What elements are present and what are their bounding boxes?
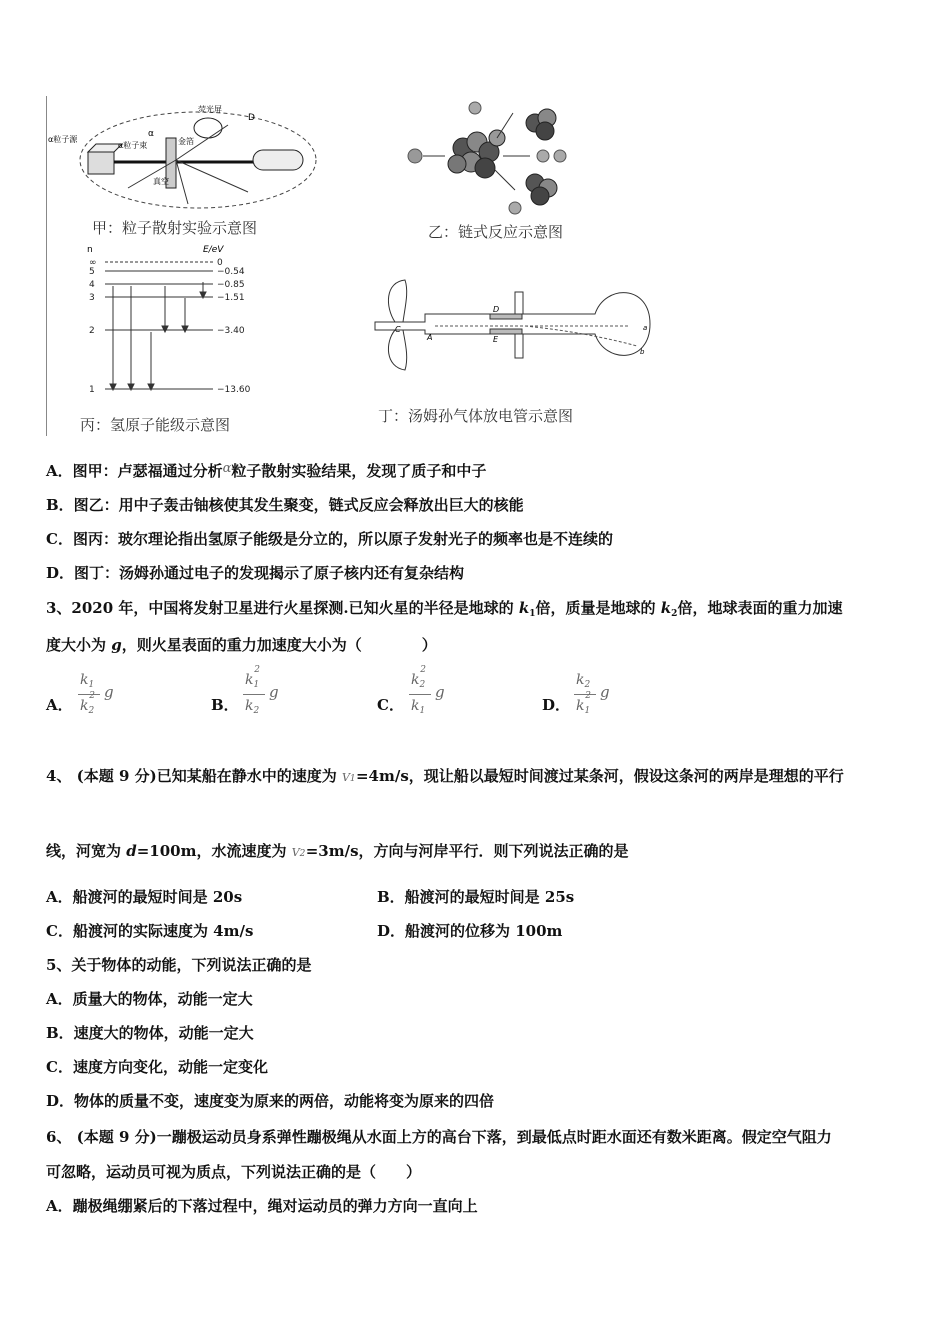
q3-g: g	[111, 636, 122, 654]
level-energy-label: −1.51	[217, 293, 245, 303]
fraction-bar	[243, 694, 265, 695]
alpha-symbol: α	[222, 461, 232, 476]
fraction-numerator: $k_2$	[576, 672, 591, 690]
q3-option-label: A．	[46, 696, 73, 714]
q6-option-a: A．蹦极绳绷紧后的下落过程中，绳对运动员的弹力方向一直向上	[46, 1197, 478, 1215]
q5-option-a: A．质量大的物体，动能一定大	[46, 990, 253, 1008]
q5-option-d: D．物体的质量不变，速度变为原来的两倍，动能将变为原来的四倍	[46, 1092, 495, 1110]
q3-text2-a: 度大小为	[46, 636, 112, 654]
chain-reaction-figure	[405, 98, 585, 218]
q3-option-label: B．	[211, 696, 239, 714]
q4-line1-a: 4、 (本题 9 分)已知某船在静水中的速度为	[46, 767, 342, 785]
level-n-label: 1	[89, 385, 95, 395]
fraction-denominator: $k_1^2$	[576, 691, 591, 716]
q2-option-d: D．图丁：汤姆孙通过电子的发现揭示了原子核内还有复杂结构	[46, 564, 465, 582]
fraction-numerator: $k_2^2$	[411, 665, 426, 690]
caption-yi: 乙：链式反应示意图	[428, 223, 564, 241]
fraction-g: g	[104, 683, 114, 701]
q3-option-label: C．	[377, 696, 404, 714]
caption-jia: 甲：粒子散射实验示意图	[92, 219, 258, 237]
axis-e-label: E/eV	[203, 245, 224, 255]
q2-a-suffix: 粒子散射实验结果，发现了质子和中子	[231, 462, 487, 480]
label-c: C	[395, 325, 401, 334]
label-d: D	[248, 113, 255, 123]
level-energy-label: −13.60	[217, 385, 251, 395]
caption-ding: 丁：汤姆孙气体放电管示意图	[378, 407, 574, 425]
q3-stem-line1	[46, 597, 842, 618]
q4-line2-c: =3m/s，方向与河岸平行．则下列说法正确的是	[305, 842, 629, 860]
q3-k1-sub: 1	[529, 609, 536, 619]
q4-line1-b: =4m/s，现让船以最短时间渡过某条河，假设这条河的两岸是理想的平行	[355, 767, 844, 785]
level-n-label: 4	[89, 280, 95, 290]
fraction-g: g	[435, 683, 445, 701]
q3-k1: k	[518, 599, 530, 617]
q6-stem-line1: 6、 (本题 9 分)一蹦极运动员身系弹性蹦极绳从水面上方的高台下落，到最低点时距水面还有数米距离。假定空气阻力	[46, 1128, 832, 1146]
q3-text1-a: 3、2020 年，中国将发射卫星进行火星探测.已知火星的半径是地球的	[46, 599, 519, 617]
q3-option	[377, 694, 404, 715]
q6-stem-line2: 可忽略，运动员可视为质点，下列说法正确的是（ ）	[46, 1163, 422, 1181]
q3-fraction	[409, 665, 459, 722]
q4-line2-a: 线，河宽为	[46, 842, 127, 860]
level-n-label: 3	[89, 293, 95, 303]
q5-option-c: C．速度方向变化，动能一定变化	[46, 1058, 268, 1076]
label-screen-b: b	[640, 348, 645, 356]
q4-v1-sub: 1	[349, 774, 356, 784]
label-vacuum: 真空	[153, 177, 169, 186]
fraction-numerator: $k_1^2$	[245, 665, 260, 690]
q3-k2-sub: 2	[671, 609, 678, 619]
q3-fraction	[574, 670, 624, 722]
q3-option	[46, 694, 73, 715]
caption-bing: 丙：氢原子能级示意图	[80, 416, 231, 434]
q4-line2-b: =100m，水流速度为	[136, 842, 292, 860]
q4-v2-sub: 2	[299, 849, 306, 859]
level-n-label: ∞	[89, 258, 97, 268]
q3-fraction	[78, 670, 128, 722]
label-a: A	[427, 333, 433, 342]
level-energy-label: 0	[217, 258, 223, 268]
q3-k2: k	[660, 599, 672, 617]
label-screen: 荧光屏	[198, 105, 222, 114]
level-energy-label: −3.40	[217, 326, 245, 336]
axis-n-label: n	[87, 245, 93, 255]
q5-option-b: B．速度大的物体，动能一定大	[46, 1024, 254, 1042]
label-plate-e: E	[493, 335, 499, 344]
q2-option-a	[46, 460, 486, 481]
fraction-denominator: $k_2^2$	[80, 691, 95, 716]
label-beam: α粒子束	[118, 141, 148, 150]
rutherford-scattering-figure	[48, 100, 318, 220]
q4-stem-line2	[46, 840, 629, 861]
fraction-bar	[409, 694, 431, 695]
q3-text1-b: 倍，质量是地球的	[535, 599, 661, 617]
q4-v1: V	[341, 771, 350, 784]
q4-option-d: D．船渡河的位移为 100m	[377, 922, 563, 940]
q3-text2-b: ，则火星表面的重力加速度大小为（ ）	[121, 636, 437, 654]
fraction-denominator: $k_2$	[245, 698, 260, 716]
level-n-label: 5	[89, 267, 95, 277]
label-foil: 金箔	[178, 137, 194, 146]
q2-option-c: C．图丙：玻尔理论指出氢原子能级是分立的，所以原子发射光子的频率也是不连续的	[46, 530, 613, 548]
q3-fraction	[243, 665, 293, 722]
q4-option-a: A．船渡河的最短时间是 20s	[46, 888, 243, 906]
q4-option-b: B．船渡河的最短时间是 25s	[377, 888, 575, 906]
fraction-numerator: $k_1$	[80, 672, 95, 690]
q4-stem-line1	[46, 765, 844, 786]
q4-option-c: C．船渡河的实际速度为 4m/s	[46, 922, 254, 940]
fraction-g: g	[269, 683, 279, 701]
fraction-denominator: $k_1$	[411, 698, 426, 716]
level-n-label: 2	[89, 326, 95, 336]
label-plate-d: D	[493, 305, 500, 314]
q5-stem: 5、关于物体的动能，下列说法正确的是	[46, 956, 312, 974]
q4-v2: V	[291, 846, 300, 859]
level-energy-label: −0.85	[217, 280, 245, 290]
q3-stem-line2	[46, 634, 437, 655]
q2-a-prefix: A．图甲：卢瑟福通过分析	[46, 462, 223, 480]
label-screen-a: a	[643, 324, 648, 332]
label-alpha: α	[148, 129, 154, 139]
level-energy-label: −0.54	[217, 267, 245, 277]
q3-option-label: D．	[542, 696, 571, 714]
q3-option	[542, 694, 570, 715]
label-source: α粒子源	[48, 135, 78, 144]
q3-text1-c: 倍，地球表面的重力加速	[677, 599, 843, 617]
q2-option-b: B．图乙：用中子轰击铀核使其发生聚变，链式反应会释放出巨大的核能	[46, 496, 524, 514]
q3-option	[211, 694, 239, 715]
q4-d: d	[126, 842, 137, 860]
fraction-g: g	[600, 683, 610, 701]
hydrogen-levels-figure	[85, 242, 265, 400]
thomson-tube-figure	[365, 272, 655, 378]
